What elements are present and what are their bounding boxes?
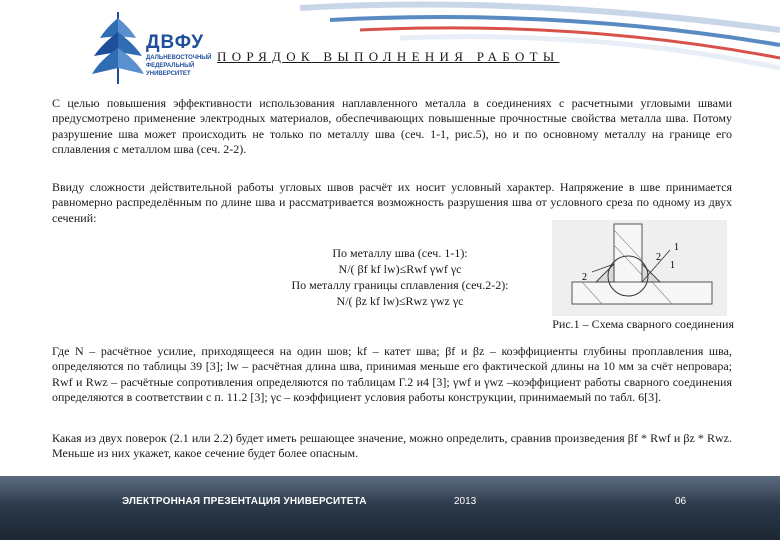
paragraph-conditions: Ввиду сложности действительной работы угловых швов расчёт их носит условный характер. Напряжение в шве принимается равномерно распределённым по длине шва и рассматривается возможность разрушения шва от условного среза по одному из двух сечений:: [52, 180, 732, 225]
page-title: ПОРЯДОК ВЫПОЛНЕНИЯ РАБОТЫ: [217, 49, 560, 64]
logo-name: ДВФУ: [146, 32, 205, 53]
header: [0, 0, 780, 95]
formula-1: N/( βf kf lw)≤Rwf γwf γc: [338, 262, 462, 276]
university-logo: [88, 8, 218, 93]
paragraph-intro: С целью повышения эффективности использования наплавленного металла в соединениях с расчетными угловыми швами предусмотрено применение электродных материалов, обеспечивающих повышенные прочностные свойства металла шва. Потому разрушение шва может происходить не только по металлу шва (сеч. 1-1, рис.5), но и по основному металлу на границе его сплавления с металлом шва (сеч. 2-2).: [52, 96, 732, 157]
logo-emblem-icon: [88, 8, 148, 88]
paragraph-definitions: Где N – расчётное усилие, приходящееся на один шов; kf – катет шва; βf и βz – коэффициенты глубины проплавления шва, определяются по таблицы 39 [3]; lw – расчётная длина шва, принимая меньше его фактической длины на 10 мм за счёт непровара; Rwf и Rwz – расчётные сопротивления определяются по таблицам Г.2 и4 [3]; γwf и γwz –коэффициент работы сварного соединения определяются в соответствии с п. 11.2 [3]; γc – коэффициент условия работы конструкции, принимаемый по табл. 6[3].: [52, 344, 732, 405]
section-label-1: 1: [674, 242, 679, 253]
footer: [0, 476, 780, 540]
formula-label-1: По металлу шва (сеч. 1-1):: [332, 246, 468, 260]
weld-diagram: [552, 220, 727, 316]
formulas-block: [250, 245, 550, 309]
page-number: 06: [675, 496, 687, 507]
footer-title: ЭЛЕКТРОННАЯ ПРЕЗЕНТАЦИЯ УНИВЕРСИТЕТА: [122, 496, 367, 507]
footer-year: 2013: [454, 496, 477, 507]
logo-subtitle: ДАЛЬНЕВОСТОЧНЫЙ ФЕДЕРАЛЬНЫЙ УНИВЕРСИТЕТ: [146, 55, 212, 77]
section-label-1b: 1: [670, 260, 675, 271]
paragraph-conclusion: Какая из двух поверок (2.1 или 2.2) будет иметь решающее значение, можно определить, сравнив произведения βf * Rwf и βz * Rwz. Меньше из них укажет, какое сечение будет более опасным.: [52, 431, 732, 461]
figure-caption: Рис.1 – Схема сварного соединения: [552, 317, 734, 331]
formula-2: N/( βz kf lw)≤Rwz γwz γc: [336, 294, 464, 308]
formula-label-2: По металлу границы сплавления (сеч.2-2):: [291, 278, 509, 292]
weld-joint-diagram: [552, 220, 727, 316]
section-label-2: 2: [582, 272, 587, 283]
section-label-2b: 2: [656, 252, 661, 263]
